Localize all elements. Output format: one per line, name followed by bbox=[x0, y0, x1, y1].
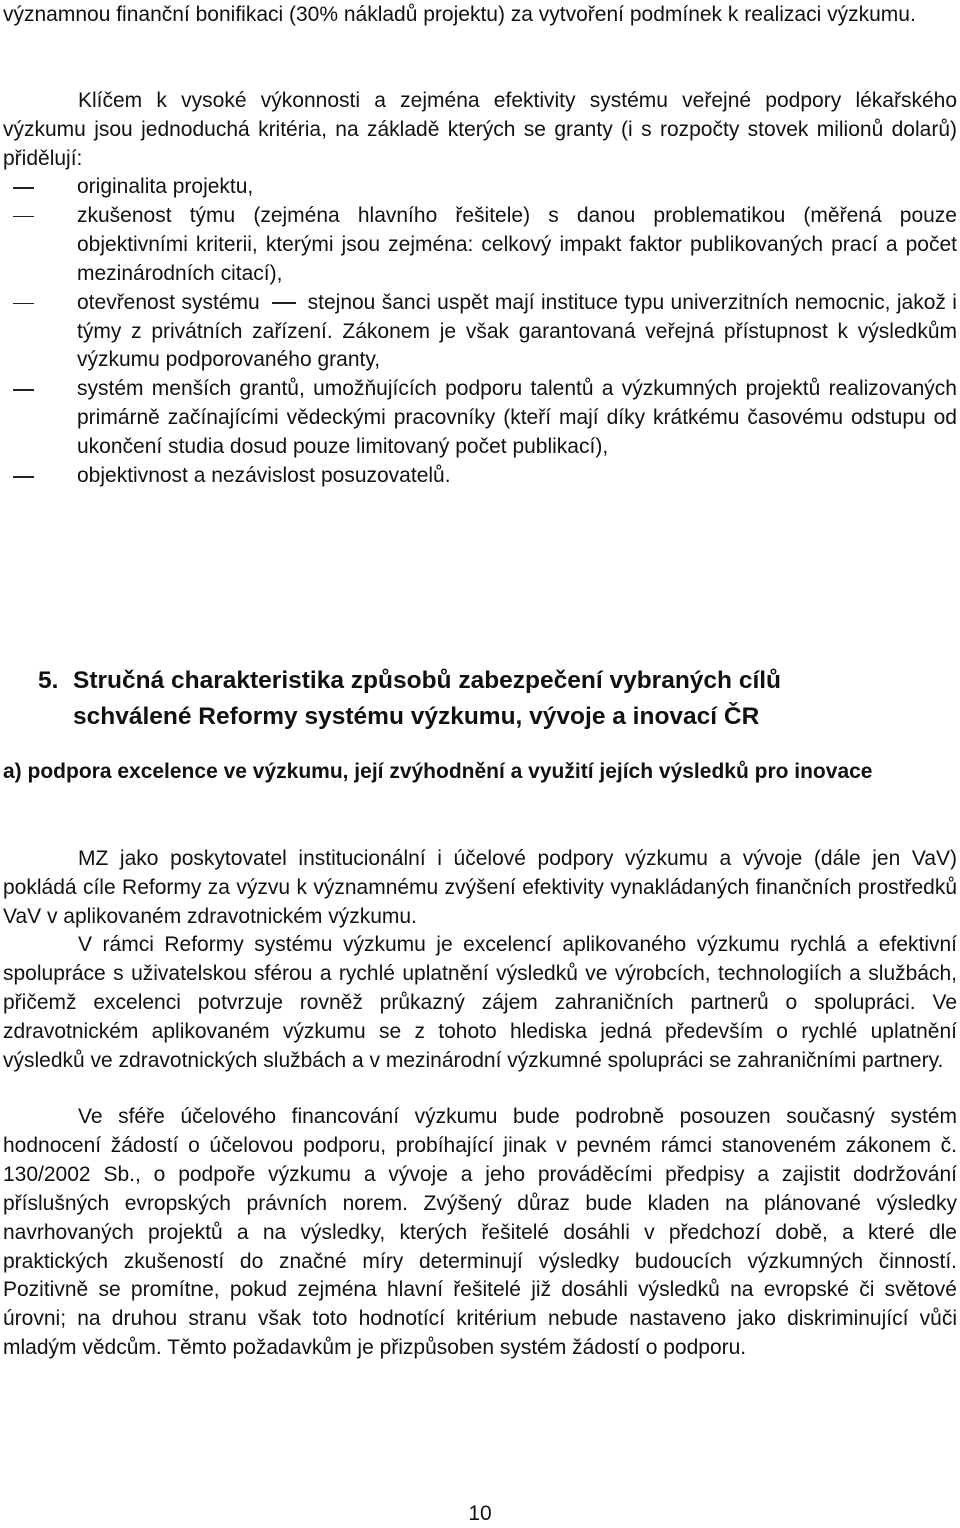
section-title-line-2: schválené Reformy systému výzkumu, vývoje a inovací ČR bbox=[73, 703, 760, 730]
dash-bullet-icon bbox=[13, 216, 34, 218]
intro-paragraph-criteria: Klíčem k vysoké výkonnosti a zejména efektivity systému veřejné podpory lékařského výzkumu jsou jednoduchá kritéria, na základě kterých se granty (i s rozpočty stovek milionů dolarů) přidělují: bbox=[3, 89, 957, 170]
list-item bbox=[3, 375, 957, 462]
list-item-text: zkušenost týmu (zejména hlavního řešitele) s danou problematikou (měřená pouze objektivními kriterii, kterými jsou zejména: celkový impakt faktor publikovaných prací a počet mezinárodních citací), bbox=[77, 203, 957, 285]
section-number: 5. bbox=[38, 667, 59, 694]
list-item-text: originalita projektu, bbox=[77, 175, 254, 198]
list-item-text-lead: otevřenost systému bbox=[77, 290, 260, 314]
subsection-heading: a) podpora excelence ve výzkumu, její zvýhodnění a využití jejích výsledků pro inovace bbox=[3, 760, 873, 783]
dash-bullet-icon bbox=[13, 476, 34, 478]
body-paragraph-2: V rámci Reformy systému výzkumu je excelencí aplikovaného výzkumu rychlá a efektivní spolupráce s uživatelskou sférou a rychlé uplatnění výsledků ve výrobcích, technologiích a službách, přičemž excelenci potvrzuje rovněž průkazný zájem zahraničních partnerů o spolupráci. Ve zdravotnickém aplikovaném výzkumu se z tohoto hlediska jedná především o rychlé uplatnění výsledků ve zdravotnických službách a v mezinárodní výzkumné spolupráci se zahraničními partnery. bbox=[3, 933, 957, 1072]
page-number: 10 bbox=[468, 1502, 492, 1525]
section-title-line-1: Stručná charakteristika způsobů zabezpečení vybraných cílů bbox=[73, 667, 782, 694]
intro-paragraph-continued: významnou finanční bonifikaci (30% nákladů projektu) za vytvoření podmínek k realizaci výzkumu. bbox=[3, 3, 916, 26]
body-paragraph-1: MZ jako poskytovatel institucionální i účelové podpory výzkumu a vývoje (dále jen VaV) pokládá cíle Reformy za výzvu k významnému zvýšení efektivity vynakládaných finančních prostředků VaV v aplikovaném zdravotnickém výzkumu. bbox=[3, 847, 957, 928]
body-paragraph-3: Ve sféře účelového financování výzkumu bude podrobně posouzen současný systém hodnocení žádostí o účelovou podporu, probíhající jinak v pevném rámci stanoveném zákonem č. 130/2002 Sb., o podpoře výzkumu a vývoje a jeho prováděcími předpisy a zajistit dodržování příslušných evropských právních norem. Zvýšený důraz bude kladen na plánované výsledky navrhovaných projektů a na výsledky, kterých řešitelé dosáhli v předchozí době, a které dle praktických zkušeností do značné míry determinují výsledky budoucích výzkumných činností. Pozitivně se promítne, pokud zejména hlavní řešitelé již dosáhli výsledků na evropské či světové úrovni; na druhou stranu však toto hodnotící kritérium nebude nastaveno jako diskriminující vůči mladým vědcům. Těmto požadavkům je přizpůsoben systém žádostí o podporu. bbox=[3, 1105, 957, 1360]
inline-dash-icon bbox=[272, 302, 296, 304]
dash-bullet-icon bbox=[13, 303, 34, 305]
criteria-list bbox=[3, 173, 957, 491]
list-item-text: objektivnost a nezávislost posuzovatelů. bbox=[77, 464, 451, 488]
list-item-text: stejnou šanci uspět mají instituce typu univerzitních nemocnic, jakož i týmy z privátních zařízení. Zákonem je však garantovaná veřejná přístupnost k výsledkům výzkumu podporovaného granty, bbox=[77, 290, 957, 372]
dash-bullet-icon bbox=[13, 187, 34, 189]
list-item bbox=[3, 462, 957, 491]
list-item bbox=[3, 289, 957, 376]
list-item bbox=[3, 173, 957, 202]
list-item bbox=[3, 202, 957, 289]
list-item-text: systém menších grantů, umožňujících podporu talentů a výzkumných projektů realizovaných primárně začínajícími vědeckými pracovníky (kteří mají díky krátkému časovému odstupu od ukončení studia dosud pouze limitovaný počet publikací), bbox=[77, 377, 957, 459]
dash-bullet-icon bbox=[13, 389, 34, 391]
